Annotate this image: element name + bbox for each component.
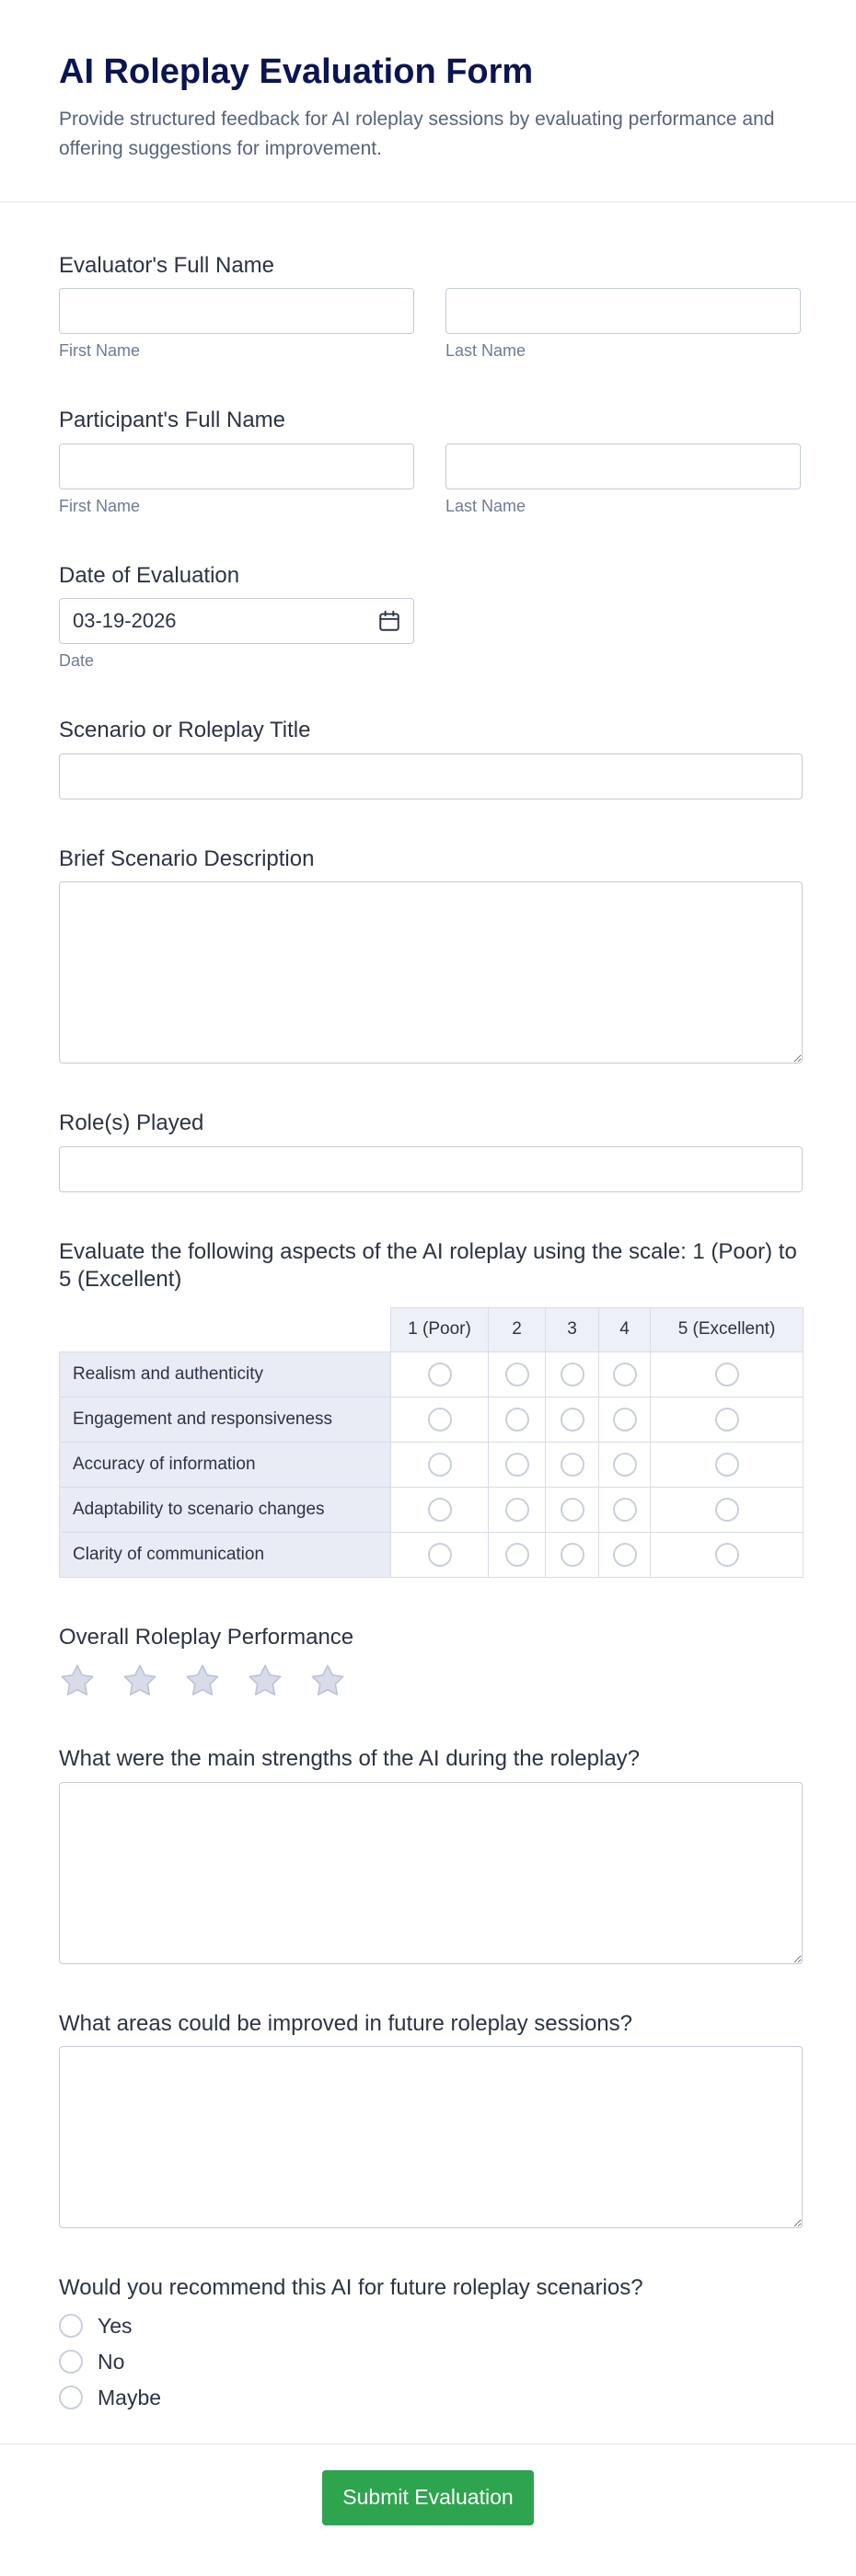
matrix-row: [60, 1397, 804, 1442]
matrix-column-header: 5 (Excellent): [651, 1307, 804, 1351]
matrix-row: [60, 1532, 804, 1577]
matrix-header-row: [60, 1307, 804, 1351]
option-label: Yes: [98, 2313, 133, 2338]
matrix-cell: [489, 1397, 546, 1442]
scenario-description-label: Brief Scenario Description: [59, 845, 315, 871]
matrix-cell: [651, 1487, 804, 1532]
star-icon[interactable]: [121, 1662, 158, 1699]
matrix-label: Evaluate the following aspects of the AI roleplay using the scale: 1 (Poor) to 5 (Excellent): [59, 1238, 797, 1293]
participant-first-name-sublabel: First Name: [59, 496, 141, 515]
evaluator-first-col: [59, 288, 414, 361]
option-no[interactable]: [59, 2350, 803, 2375]
radio-button[interactable]: [613, 1408, 637, 1432]
question-recommend: [59, 2274, 803, 2409]
radio-button[interactable]: [428, 1363, 452, 1386]
matrix-cell: [546, 1442, 599, 1487]
radio-button[interactable]: [715, 1543, 739, 1567]
radio-button[interactable]: [715, 1498, 739, 1522]
matrix-cell: [546, 1351, 599, 1397]
radio-button[interactable]: [59, 2350, 83, 2374]
participant-last-col: [445, 443, 801, 516]
question-evaluation-matrix: [59, 1238, 803, 1578]
matrix-cell: [546, 1532, 599, 1577]
evaluation-matrix: [59, 1307, 804, 1578]
evaluator-first-name-sublabel: First Name: [59, 341, 141, 361]
form-body: [0, 202, 856, 2444]
matrix-cell: [489, 1442, 546, 1487]
star-icon[interactable]: [309, 1662, 346, 1699]
matrix-cell: [599, 1487, 651, 1532]
option-label: No: [98, 2349, 125, 2374]
radio-button[interactable]: [59, 2314, 83, 2338]
matrix-row-label: Engagement and responsiveness: [60, 1397, 391, 1442]
radio-button[interactable]: [428, 1453, 452, 1477]
option-yes[interactable]: [59, 2314, 803, 2339]
scenario-title-input[interactable]: [59, 753, 803, 799]
matrix-cell: [651, 1442, 804, 1487]
calendar-icon[interactable]: [377, 609, 401, 633]
matrix-row: [60, 1442, 804, 1487]
matrix-cell: [651, 1397, 804, 1442]
scenario-description-textarea[interactable]: [59, 881, 803, 1064]
matrix-column-header: 2: [489, 1307, 546, 1351]
matrix-cell: [599, 1397, 651, 1442]
matrix-column-header: 1 (Poor): [391, 1307, 489, 1351]
option-label: Maybe: [98, 2385, 162, 2409]
matrix-cell: [391, 1487, 489, 1532]
form-header: [0, 0, 856, 202]
evaluator-name-row: [59, 288, 801, 361]
date-input[interactable]: [59, 598, 414, 644]
overall-performance-label: Overall Roleplay Performance: [59, 1624, 354, 1650]
question-evaluator-name: [59, 252, 803, 361]
star-rating: [59, 1662, 803, 1699]
radio-button[interactable]: [561, 1543, 584, 1567]
matrix-row-label: Accuracy of information: [60, 1442, 391, 1487]
question-roles-played: [59, 1110, 803, 1191]
evaluator-last-name-sublabel: Last Name: [445, 341, 526, 361]
matrix-cell: [599, 1442, 651, 1487]
evaluator-name-label: Evaluator's Full Name: [59, 252, 274, 278]
strengths-label: What were the main strengths of the AI during the roleplay?: [59, 1746, 641, 1772]
radio-button[interactable]: [505, 1498, 529, 1522]
matrix-column-header: 4: [599, 1307, 651, 1351]
participant-name-row: [59, 443, 801, 516]
radio-button[interactable]: [505, 1408, 529, 1432]
radio-button[interactable]: [428, 1408, 452, 1432]
matrix-row: [60, 1351, 804, 1397]
improvements-label: What areas could be improved in future roleplay sessions?: [59, 2010, 632, 2036]
form-title: AI Roleplay Evaluation Form: [59, 52, 534, 91]
form-footer: [0, 2444, 856, 2576]
question-scenario-description: [59, 845, 803, 1064]
radio-button[interactable]: [613, 1363, 637, 1386]
roles-played-label: Role(s) Played: [59, 1110, 204, 1136]
radio-button[interactable]: [59, 2386, 83, 2409]
date-label: Date of Evaluation: [59, 562, 240, 588]
radio-button[interactable]: [613, 1453, 637, 1477]
radio-button[interactable]: [613, 1543, 637, 1567]
scenario-title-label: Scenario or Roleplay Title: [59, 718, 311, 743]
form-subtitle: Provide structured feedback for AI roleplay sessions by evaluating performance and offering suggestions for improvement.: [59, 108, 775, 160]
evaluator-last-name-input[interactable]: [445, 288, 801, 334]
date-field: [59, 598, 414, 644]
radio-button[interactable]: [715, 1408, 739, 1432]
matrix-cell: [546, 1487, 599, 1532]
question-scenario-title: [59, 717, 803, 799]
matrix-cell: [391, 1442, 489, 1487]
question-date: [59, 562, 803, 671]
question-participant-name: [59, 407, 803, 515]
strengths-textarea[interactable]: [59, 1782, 803, 1964]
matrix-row: [60, 1487, 804, 1532]
matrix-corner-cell: [60, 1307, 391, 1351]
evaluator-first-name-input[interactable]: [59, 288, 414, 334]
radio-button[interactable]: [505, 1543, 529, 1567]
question-improvements: [59, 2010, 803, 2228]
radio-button[interactable]: [505, 1453, 529, 1477]
matrix-cell: [489, 1351, 546, 1397]
matrix-cell: [599, 1351, 651, 1397]
matrix-cell: [651, 1532, 804, 1577]
improvements-textarea[interactable]: [59, 2046, 803, 2228]
matrix-cell: [599, 1532, 651, 1577]
matrix-column-header: 3: [546, 1307, 599, 1351]
recommend-label: Would you recommend this AI for future roleplay scenarios?: [59, 2275, 643, 2301]
matrix-row-label: Realism and authenticity: [60, 1351, 391, 1397]
option-maybe[interactable]: [59, 2386, 803, 2410]
radio-button[interactable]: [561, 1408, 584, 1432]
matrix-row-label: Clarity of communication: [60, 1532, 391, 1577]
star-icon[interactable]: [184, 1662, 221, 1699]
question-strengths: [59, 1745, 803, 1963]
matrix-row-label: Adaptability to scenario changes: [60, 1487, 391, 1532]
radio-button[interactable]: [715, 1363, 739, 1386]
matrix-cell: [391, 1351, 489, 1397]
submit-button[interactable]: Submit Evaluation: [322, 2470, 533, 2525]
participant-first-name-input[interactable]: [59, 443, 414, 489]
star-icon[interactable]: [59, 1662, 96, 1699]
participant-last-name-input[interactable]: [445, 443, 801, 489]
radio-button[interactable]: [561, 1363, 584, 1386]
radio-button[interactable]: [428, 1543, 452, 1567]
star-icon[interactable]: [247, 1662, 283, 1699]
radio-button[interactable]: [613, 1498, 637, 1522]
radio-button[interactable]: [561, 1498, 584, 1522]
radio-button[interactable]: [715, 1453, 739, 1477]
matrix-cell: [546, 1397, 599, 1442]
date-sublabel: Date: [59, 651, 95, 671]
matrix-cell: [651, 1351, 804, 1397]
matrix-cell: [489, 1487, 546, 1532]
roles-played-input[interactable]: [59, 1146, 803, 1192]
radio-button[interactable]: [505, 1363, 529, 1386]
radio-button[interactable]: [428, 1498, 452, 1522]
recommend-options: [59, 2314, 803, 2410]
question-overall-performance: [59, 1624, 803, 1699]
participant-last-name-sublabel: Last Name: [445, 496, 526, 515]
evaluator-last-col: [445, 288, 801, 361]
participant-name-label: Participant's Full Name: [59, 408, 285, 433]
matrix-cell: [391, 1397, 489, 1442]
participant-first-col: [59, 443, 414, 516]
matrix-cell: [391, 1532, 489, 1577]
radio-button[interactable]: [561, 1453, 584, 1477]
matrix-cell: [489, 1532, 546, 1577]
